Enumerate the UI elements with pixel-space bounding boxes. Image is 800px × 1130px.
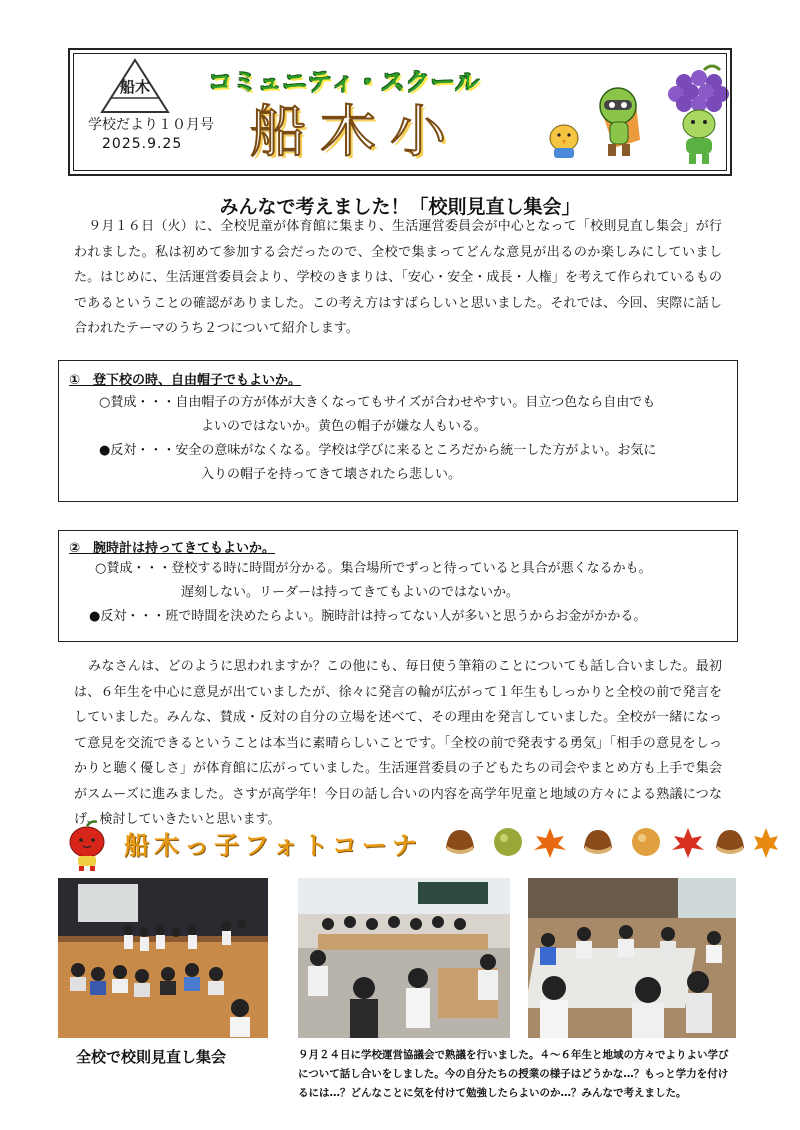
chestnut-icon — [716, 830, 744, 854]
photo-classroom-discussion — [298, 878, 510, 1038]
con-opinion — [99, 439, 656, 487]
con-text-line1: 安全の意味がなくなる。学校は学びに来るところだから統一した方がよい。お気に — [175, 443, 657, 458]
leaf-hero-mascot-icon — [600, 88, 640, 156]
pro-label: ○賛成・・・ — [99, 395, 176, 410]
maple-leaf-icon — [534, 828, 566, 858]
pro-text-line1: 自由帽子の方が体が大きくなってもサイズが合わせやすい。目立つ色なら自由でも — [175, 395, 656, 410]
school-name: 船木小 — [250, 100, 460, 165]
pro-label: ○賛成・・・ — [95, 561, 172, 576]
mascot-illustrations — [544, 62, 730, 168]
autumn-decoration — [442, 824, 778, 860]
chestnut-icon — [446, 830, 474, 854]
pro-opinion — [99, 391, 655, 439]
topic-box-watch — [58, 530, 738, 642]
community-school-title: コミュニティ・スクール — [208, 68, 481, 96]
issue-label: 学校だより１０月号 — [88, 117, 214, 133]
photo-gym-assembly — [58, 878, 268, 1038]
orange-ball-icon — [632, 828, 660, 856]
pro-text-line1: 登校する時に時間が分かる。集合場所でずっと待っていると具合が悪くなるかも。 — [171, 561, 652, 576]
photo-group-discussion — [528, 878, 736, 1038]
pro-text-line2: よいのではないか。黄色の帽子が嫌な人もいる。 — [201, 419, 488, 434]
apple-mascot-icon — [66, 820, 108, 872]
maple-leaf-icon — [672, 828, 704, 858]
topic-title: ② 腕時計は持ってきてもよいか。 — [69, 541, 276, 556]
pro-opinion — [95, 557, 652, 605]
con-text-line2: 入りの帽子を持ってきて壊されたら悲しい。 — [201, 467, 462, 482]
chestnut-icon — [584, 830, 612, 854]
con-text-line1: 班で時間を決めたらよい。腕時計は持ってない人が多いと思うからお金がかかる。 — [165, 609, 647, 624]
con-label: ●反対・・・ — [99, 443, 176, 458]
topic-title: ① 登下校の時、自由帽子でもよいか。 — [69, 373, 302, 388]
grape-mascot-icon — [668, 66, 729, 164]
pro-text-line2: 遅刻しない。リーダーは持ってきてもよいのではないか。 — [181, 585, 520, 600]
closing-paragraph: みなさんは、どのように思われますか？この他にも、毎日使う筆箱のことについても話し合いました。最初は、６年生を中心に意見が出ていましたが、徐々に発言の輪が広がって１年生もしっかりと全校の前で発言をしていました。みんな、賛成・反対の自分の立場を述べて、その理由を発言していました。全校が一緒になって意見を交流できるということは本当に素晴らしいことです。「全校の前で発表する勇気」「相手の意見をしっかりと聴く優しさ」が体育館に広がっていました。生活運営委員の子どもたちの司会やまとめ方も上手で集会がスムーズに進みました。さすが高学年！今日の話し合いの内容を高学年児童と地域の方々による熟議につなげ、検討していきたいと思います。 — [74, 659, 722, 827]
con-label: ●反対・・・ — [89, 609, 166, 624]
photo-caption-assembly: 全校で校則見直し集会 — [76, 1048, 227, 1066]
maple-leaf-icon — [754, 828, 778, 858]
topic-box-hat — [58, 360, 738, 502]
article-title: みんなで考えました！「校則見直し集会」 — [219, 196, 581, 218]
school-logo — [100, 58, 170, 114]
newsletter-header — [68, 48, 732, 176]
photo-corner-title: 船木っ子フォトコーナ — [124, 831, 422, 860]
con-opinion — [89, 605, 646, 629]
issue-date: 2025.9.25 — [102, 136, 183, 152]
photo-caption-council: ９月２４日に学校運営協議会で熟議を行いました。４～６年生と地域の方々でよりよい学びについて話し合いをしました。今の自分たちの授業の様子はどうかな…？もっと学力を付けるには…？どんなことに気を付けて勉強したらよいのか…？みんなで考えました。 — [298, 1049, 729, 1099]
logo-text: 船木 — [119, 78, 151, 96]
chick-mascot-icon — [550, 125, 578, 158]
intro-paragraph: ９月１６日（火）に、全校児童が体育館に集まり、生活運営委員会が中心となって「校則見直し集会」が行われました。私は初めて参加する会だったので、全校で集まってどんな意見が出るのか楽しみにしていました。はじめに、生活運営委員会より、学校のきまりは、「安心・安全・成長・人権」を考えて作られているものであるということの確認がありました。この考え方はすばらしいと思いました。それでは、今回、実際に話し合われたテーマのうち２つについて紹介します。 — [74, 219, 722, 336]
green-ball-icon — [494, 828, 522, 856]
